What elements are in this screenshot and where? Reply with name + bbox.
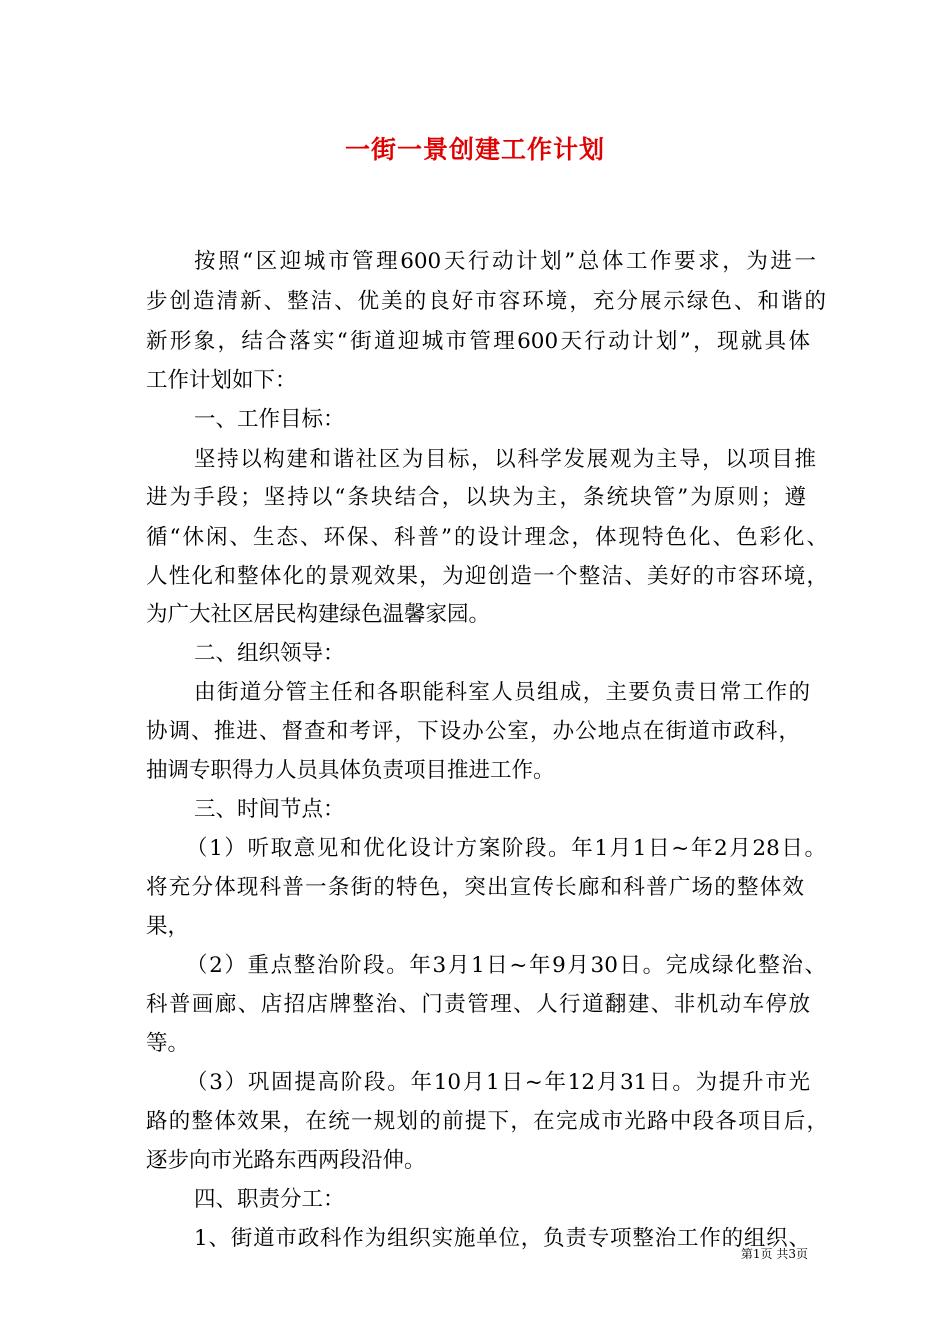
text-line: 进为手段；坚持以“条块结合，以块为主，条统块管”为原则；遵 — [146, 485, 806, 510]
text-line: 人性化和整体化的景观效果，为迎创造一个整洁、美好的市容环境， — [146, 564, 828, 589]
section-heading: 四、职责分工： — [194, 1187, 345, 1212]
text-line: 1、街道市政科作为组织实施单位，负责专项整治工作的组织、 — [194, 1226, 810, 1251]
text-line: 果， — [146, 914, 190, 939]
text-line: 协调、推进、督查和考评，下设办公室，办公地点在街道市政科， — [146, 719, 800, 744]
text-line: 按照“区迎城市管理600天行动计划”总体工作要求，为进一 — [194, 249, 816, 274]
text-line: （1）听取意见和优化设计方案阶段。年1月1日~年2月28日。 — [186, 836, 826, 861]
text-line: （2）重点整治阶段。年3月1日~年9月30日。完成绿化整治、 — [186, 953, 826, 978]
text-line: 坚持以构建和谐社区为目标，以科学发展观为主导，以项目推 — [194, 447, 816, 472]
text-line: 科普画廊、店招店牌整治、门责管理、人行道翻建、非机动车停放 — [146, 992, 810, 1017]
text-line: 步创造清新、整洁、优美的良好市容环境，充分展示绿色、和谐的 — [146, 289, 826, 314]
section-heading: 三、时间节点： — [194, 797, 345, 822]
text-line: 循“休闲、生态、环保、科普”的设计理念，体现特色化、色彩化、 — [146, 525, 828, 550]
page-title: 一街一景创建工作计划 — [344, 135, 605, 164]
text-line: 等。 — [146, 1031, 190, 1056]
text-line: 逐步向市光路东西两段沿伸。 — [146, 1148, 426, 1173]
text-line: 为广大社区居民构建绿色温馨家园。 — [146, 602, 491, 627]
page-number: 第1页 共3页 — [740, 1247, 808, 1261]
text-line: 将充分体现科普一条街的特色，突出宣传长廊和科普广场的整体效 — [146, 875, 804, 900]
text-line: 新形象，结合落实“街道迎城市管理600天行动计划”，现就具体 — [146, 329, 810, 354]
text-line: （3）巩固提高阶段。年10月1日~年12月31日。为提升市光 — [186, 1070, 810, 1095]
section-heading: 一、工作目标： — [194, 407, 345, 432]
text-line: 由街道分管主任和各职能科室人员组成，主要负责日常工作的 — [194, 680, 810, 705]
section-heading: 二、组织领导： — [194, 641, 345, 666]
text-line: 抽调专职得力人员具体负责项目推进工作。 — [146, 758, 555, 783]
text-line: 工作计划如下： — [146, 368, 297, 393]
text-line: 路的整体效果，在统一规划的前提下，在完成市光路中段各项目后， — [146, 1109, 828, 1134]
